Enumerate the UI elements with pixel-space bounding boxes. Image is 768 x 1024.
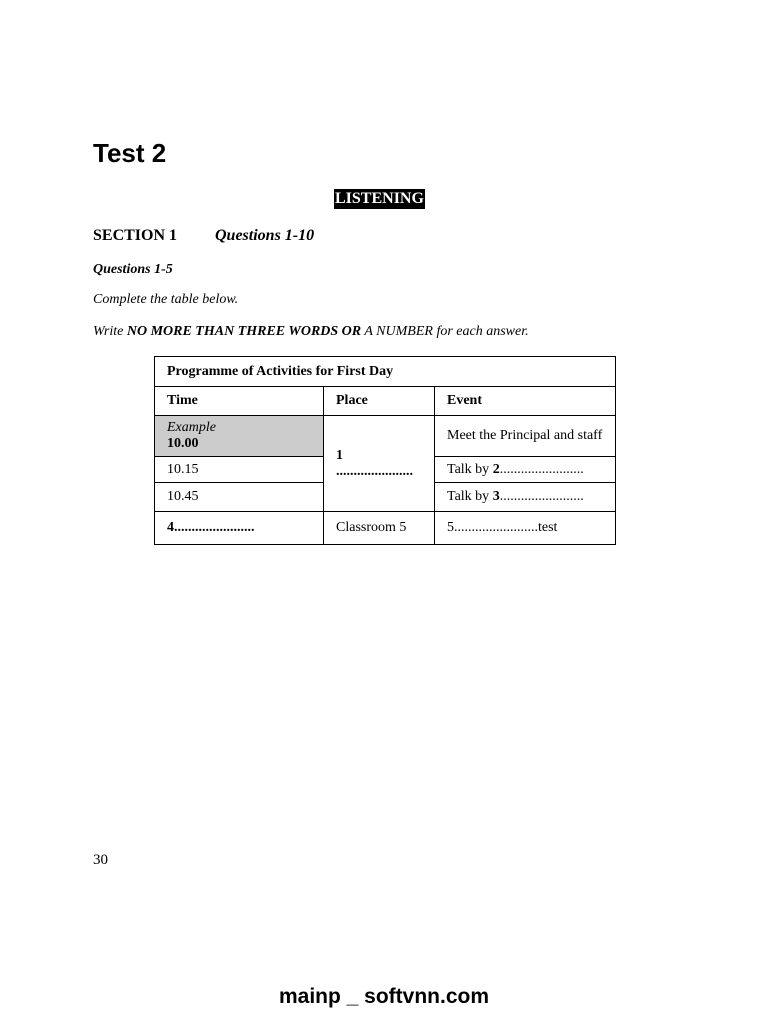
table-header-row bbox=[155, 387, 616, 416]
question-number: 3 bbox=[492, 489, 500, 504]
instruction-write-bold: NO MORE THAN THREE WORDS OR bbox=[126, 324, 362, 339]
listening-heading: LISTENING bbox=[335, 190, 424, 207]
example-time: 10.00 bbox=[167, 436, 199, 451]
header-place: Place bbox=[324, 387, 435, 416]
page-number: 30 bbox=[93, 852, 108, 868]
event-cell: Meet the Principal and staff bbox=[435, 416, 616, 457]
instruction-write bbox=[93, 324, 529, 340]
event-cell bbox=[435, 483, 616, 512]
table-caption-row bbox=[155, 357, 616, 387]
section-questions: Questions 1-10 bbox=[215, 227, 315, 244]
event-cell bbox=[435, 457, 616, 483]
instruction-write-prefix: Write bbox=[93, 324, 127, 339]
event-prefix: Talk by bbox=[447, 489, 493, 504]
example-time-cell bbox=[155, 416, 324, 457]
header-time: Time bbox=[155, 387, 324, 416]
time-cell: 10.15 bbox=[155, 457, 324, 483]
header-event: Event bbox=[435, 387, 616, 416]
activities-table bbox=[154, 356, 616, 545]
time-blank-4: 4....................... bbox=[155, 512, 324, 545]
answer-blank: ........................ bbox=[499, 489, 584, 504]
instruction-write-suffix: A NUMBER for each answer. bbox=[361, 324, 529, 339]
example-label: Example bbox=[167, 420, 216, 435]
event-prefix: Talk by bbox=[447, 461, 493, 477]
place-cell: Classroom 5 bbox=[324, 512, 435, 545]
table-caption: Programme of Activities for First Day bbox=[155, 357, 616, 387]
time-cell: 10.45 bbox=[155, 483, 324, 512]
place-blank-1: 1 ...................... bbox=[324, 416, 435, 512]
section-header bbox=[93, 227, 315, 245]
table-row bbox=[155, 416, 616, 457]
question-number: 2 bbox=[492, 461, 500, 477]
page-title: Test 2 bbox=[93, 138, 167, 168]
section-label: SECTION 1 bbox=[93, 227, 178, 244]
answer-blank: ........................ bbox=[499, 461, 584, 477]
event-blank-5: 5........................test bbox=[435, 512, 616, 545]
footer-watermark: mainp _ softvnn.com bbox=[278, 985, 490, 1008]
table-row bbox=[155, 512, 616, 545]
instruction-complete: Complete the table below. bbox=[93, 292, 239, 307]
questions-subheading: Questions 1-5 bbox=[93, 262, 173, 277]
